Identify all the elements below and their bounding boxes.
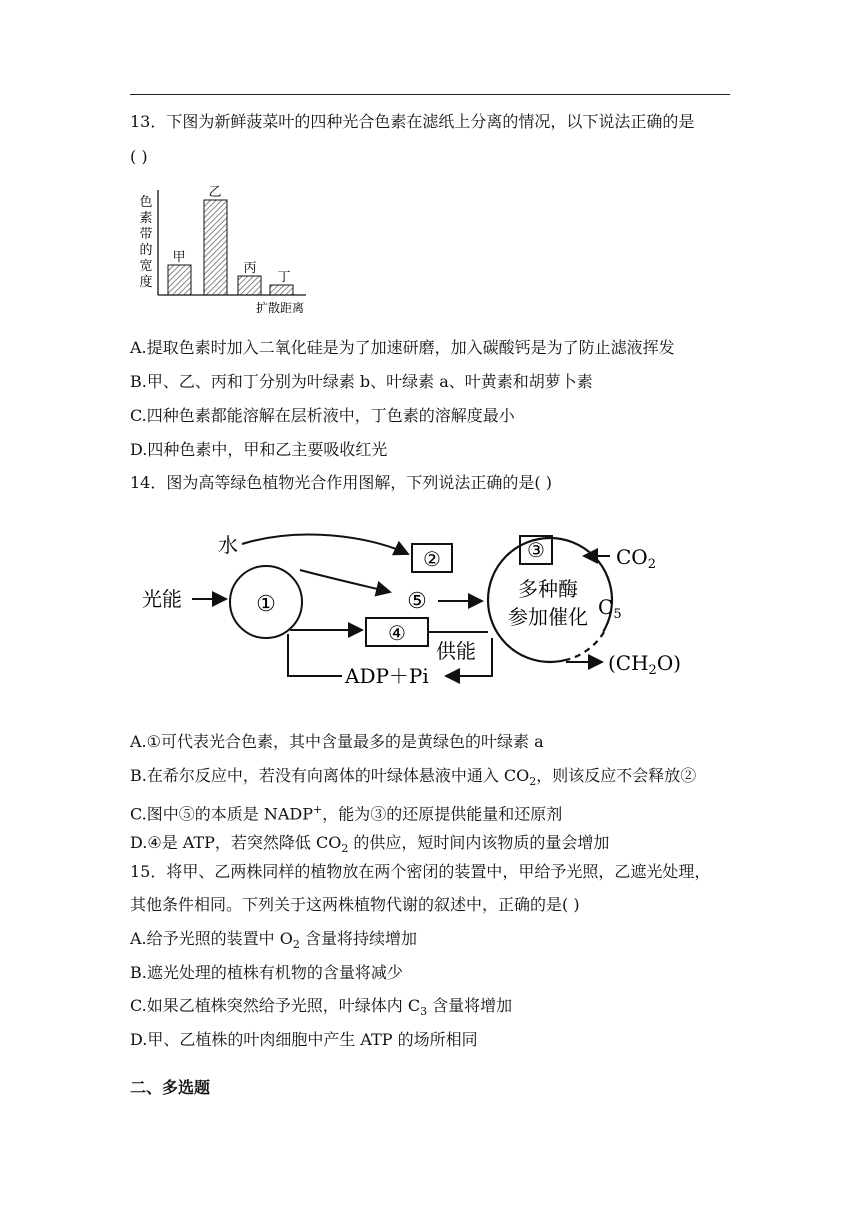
q14-photosynthesis-diagram (130, 522, 690, 702)
xlabel: 扩散距离 (255, 301, 305, 315)
label-enzyme-1: 多种酶 (518, 577, 578, 601)
q13-option-d: D.四种色素中，甲和乙主要吸收红光 (130, 440, 388, 459)
bar-jia (168, 265, 191, 295)
q14-option-a: A.①可代表光合色素，其中含量最多的是黄绿色的叶绿素 a (130, 732, 544, 751)
section-heading-multiple-choice: 二、多选题 (130, 1078, 211, 1097)
label-n5: ⑤ (407, 589, 427, 614)
q15-stem-line2: 其他条件相同。下列关于这两株植物代谢的叙述中，正确的是( ) (130, 895, 580, 914)
q13-option-a: A.提取色素时加入二氧化硅是为了加速研磨，加入碳酸钙是为了防止滤液挥发 (130, 338, 675, 357)
cycle-dashed-arc (566, 632, 604, 660)
bar-bing (238, 276, 261, 295)
q15-option-c: C.如果乙植株突然给予光照，叶绿体内 $C_3$ 含量将增加 (130, 996, 513, 1019)
bar-label-ding: 丁 (277, 270, 291, 285)
q15-option-b: B.遮光处理的植株有机物的含量将减少 (130, 963, 403, 982)
q14-option-c: C.图中⑤的本质是 NADP+，能为③的还原提供能量和还原剂 (130, 803, 563, 824)
q13-option-b: B.甲、乙、丙和丁分别为叶绿素 b、叶绿素 a、叶黄素和胡萝卜素 (130, 372, 593, 391)
q14-option-d: D.④是 ATP，若突然降低 $CO_2$ 的供应，短时间内该物质的量会增加 (130, 833, 610, 856)
q13-answer-blank: ( ) (130, 147, 148, 166)
q15-option-d: D.甲、乙植株的叶肉细胞中产生 ATP 的场所相同 (130, 1030, 478, 1049)
label-adp-pi: ADP＋Pi (345, 664, 429, 688)
label-n2: ② (423, 547, 441, 571)
label-n3: ③ (527, 538, 545, 562)
bar-ding (270, 285, 293, 295)
label-n1: ① (256, 592, 276, 617)
arrow-water-to-2 (242, 535, 408, 554)
ylabel-char: 度 (139, 275, 153, 290)
q14-option-b: B.在希尔反应中，若没有向离体的叶绿体悬液中通入 $CO_2$，则该反应不会释放② (130, 766, 697, 789)
q15-option-a: A.给予光照的装置中 $O_2$ 含量将持续增加 (130, 929, 417, 952)
bar-label-bing: 丙 (243, 261, 257, 276)
q14-stem: 14．图为高等绿色植物光合作用图解，下列说法正确的是( ) (130, 473, 552, 492)
arrow-water-to-5 (300, 570, 390, 592)
ylabel-char: 色 (139, 195, 153, 210)
label-light-energy: 光能 (142, 587, 182, 611)
q15-stem-line1: 15．将甲、乙两株同样的植物放在两个密闭的装置中，甲给予光照，乙遮光处理， (130, 862, 711, 881)
bar-label-jia: 甲 (172, 250, 186, 265)
q13-stem: 13．下图为新鲜菠菜叶的四种光合色素在滤纸上分离的情况，以下说法正确的是 (130, 112, 695, 131)
ylabel-char: 素 (139, 211, 153, 226)
label-co2: $CO_2$ (616, 545, 656, 572)
ylabel-char: 带 (139, 227, 153, 242)
q13-pigment-bar-chart (134, 180, 314, 320)
label-water: 水 (218, 533, 238, 557)
label-enzyme-2: 参加催化 (508, 605, 588, 629)
label-n4: ④ (388, 621, 406, 645)
top-rule (130, 94, 730, 95)
label-ch2o: $(CH_2O)$ (608, 651, 682, 678)
cycle-dashed-arc (566, 632, 604, 660)
label-supply: 供能 (436, 639, 476, 663)
q13-option-c: C.四种色素都能溶解在层析液中，丁色素的溶解度最小 (130, 406, 515, 425)
ylabel-char: 的 (139, 243, 153, 258)
label-c5: $C_5$ (598, 595, 622, 622)
ylabel-char: 宽 (139, 259, 153, 274)
bar-label-yi: 乙 (208, 185, 222, 200)
loop-adp-return (288, 634, 342, 676)
bar-yi (204, 200, 227, 295)
